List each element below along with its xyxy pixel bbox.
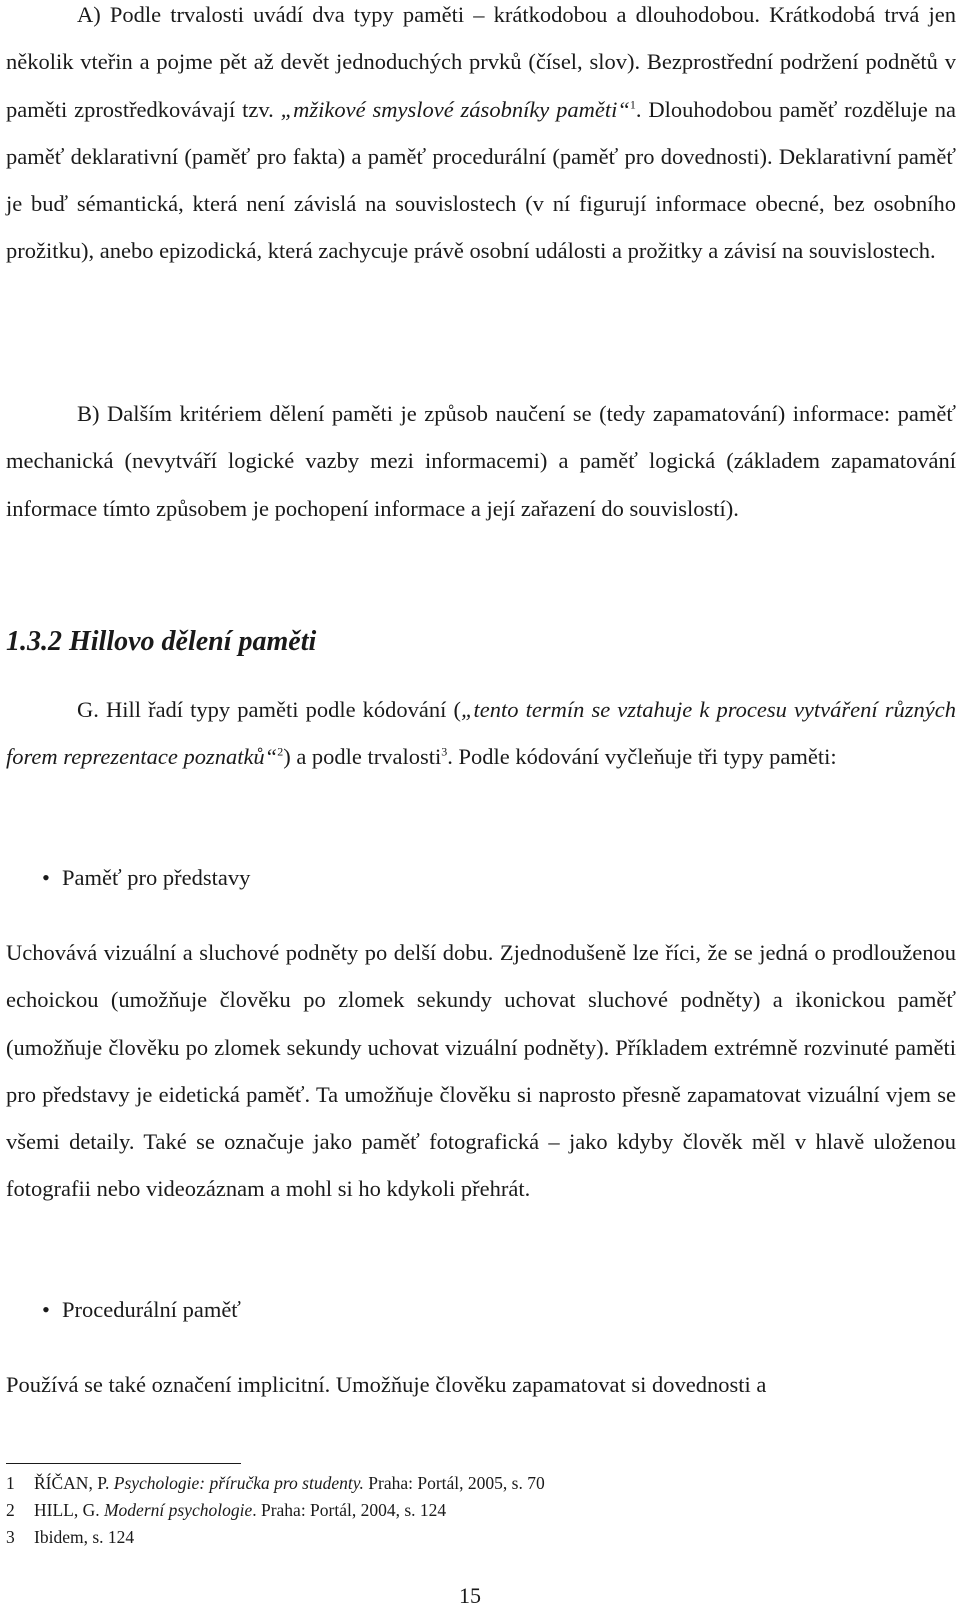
footnote-reference[interactable]: 2	[277, 744, 284, 759]
bullet-item-imagery-memory	[42, 858, 250, 898]
paragraph-imagery-memory	[6, 929, 956, 1213]
paragraph-text: Uchovává vizuální a sluchové podněty po delší dobu. Zjednodušeně lze říci, že se jedná o prodlouženou echoickou (umožňuje člověku po zlomek sekundy uchovat sluchové podněty) a ikonickou paměť (umožňuje člověku po zlomek sekundy uchovat vizuální podněty). Příkladem extrémně rozvinuté paměti pro představy je eidetická paměť. Ta umožňuje člověku si naprosto přesně zapamatovat vizuální vjem se všemi detaily. Také se označuje jako paměť fotografická – jako kdyby člověk měl v hlavě uloženou fotografii nebo videozáznam a mohl si ho kdykoli přehrát.	[6, 940, 956, 1202]
page-number: 15	[459, 1583, 481, 1608]
footnote-author: Ibidem, s. 124	[34, 1527, 135, 1547]
bullet-label: Paměť pro představy	[62, 865, 251, 890]
bullet-item-procedural-memory	[42, 1290, 241, 1330]
footnote-number: 2	[6, 1500, 15, 1520]
footnote-item	[6, 1497, 806, 1524]
paragraph-learning-method	[6, 390, 956, 532]
footnote-item	[6, 1470, 806, 1497]
italic-quote: „tento termín se vztahuje k procesu vytváření různých forem reprezentace poznatků“	[6, 697, 956, 770]
paragraph-text: . Podle kódování vyčleňuje tři typy paměti:	[447, 744, 837, 770]
footnote-divider	[6, 1463, 241, 1464]
paragraph-procedural-memory	[6, 1361, 956, 1408]
paragraph-hill-division	[6, 686, 956, 781]
paragraph-retention-types	[6, 0, 956, 275]
footnote-number: 1	[6, 1473, 15, 1493]
footnote-author: ŘÍČAN, P.	[34, 1473, 114, 1493]
footnote-publisher: . Praha: Portál, 2004, s. 124	[252, 1500, 447, 1520]
paragraph-text: ) a podle trvalosti	[283, 744, 442, 770]
footnote-number: 3	[6, 1527, 15, 1547]
footnote-title: Psychologie: příručka pro studenty.	[113, 1473, 364, 1493]
footnote-author: HILL, G.	[34, 1500, 104, 1520]
paragraph-text: B) Dalším kritériem dělení paměti je způsob naučení se (tedy zapamatování) informace: paměť mechanická (nevytváří logické vazby mezi informacemi) a paměť logická (základem zapamatování informace tímto způsobem je pochopení informace a její zařazení do souvislostí).	[6, 401, 956, 521]
footnotes	[6, 1470, 806, 1551]
footnote-reference[interactable]: 1	[629, 97, 636, 112]
footnote-title: Moderní psychologie	[103, 1500, 253, 1520]
italic-quote: „mžikové smyslové zásobníky paměti“	[280, 96, 630, 122]
footnote-reference[interactable]: 3	[441, 744, 448, 759]
section-heading: 1.3.2 Hillovo dělení paměti	[6, 626, 317, 657]
paragraph-text: A) Podle trvalosti uvádí dva typy paměti – krátkodobou a dlouhodobou. Krátkodobá trvá jen několik vteřin a pojme pět až devět jednoduchých prvků (čísel, slov). Bezprostřední podržení podnětů v paměti zprostředkovávají tzv.	[6, 2, 956, 122]
paragraph-text: G. Hill řadí typy paměti podle kódování (	[77, 697, 461, 722]
bullet-icon: •	[42, 865, 50, 890]
bullet-label: Procedurální paměť	[62, 1297, 241, 1322]
bullet-icon: •	[42, 1297, 50, 1322]
footnote-publisher: Praha: Portál, 2005, s. 70	[363, 1473, 545, 1493]
footnote-item	[6, 1524, 806, 1551]
paragraph-text: Používá se také označení implicitní. Umožňuje člověku zapamatovat si dovednosti a	[6, 1372, 767, 1397]
paragraph-text: . Dlouhodobou paměť rozděluje na paměť deklarativní (paměť pro fakta) a paměť procedurální (paměť pro dovednosti). Deklarativní paměť je buď sémantická, která není závislá na souvislostech (v ní figurují informace obecné, bez osobního prožitku), anebo epizodická, která zachycuje právě osobní události a prožitky a závisí na souvislostech.	[6, 96, 956, 264]
